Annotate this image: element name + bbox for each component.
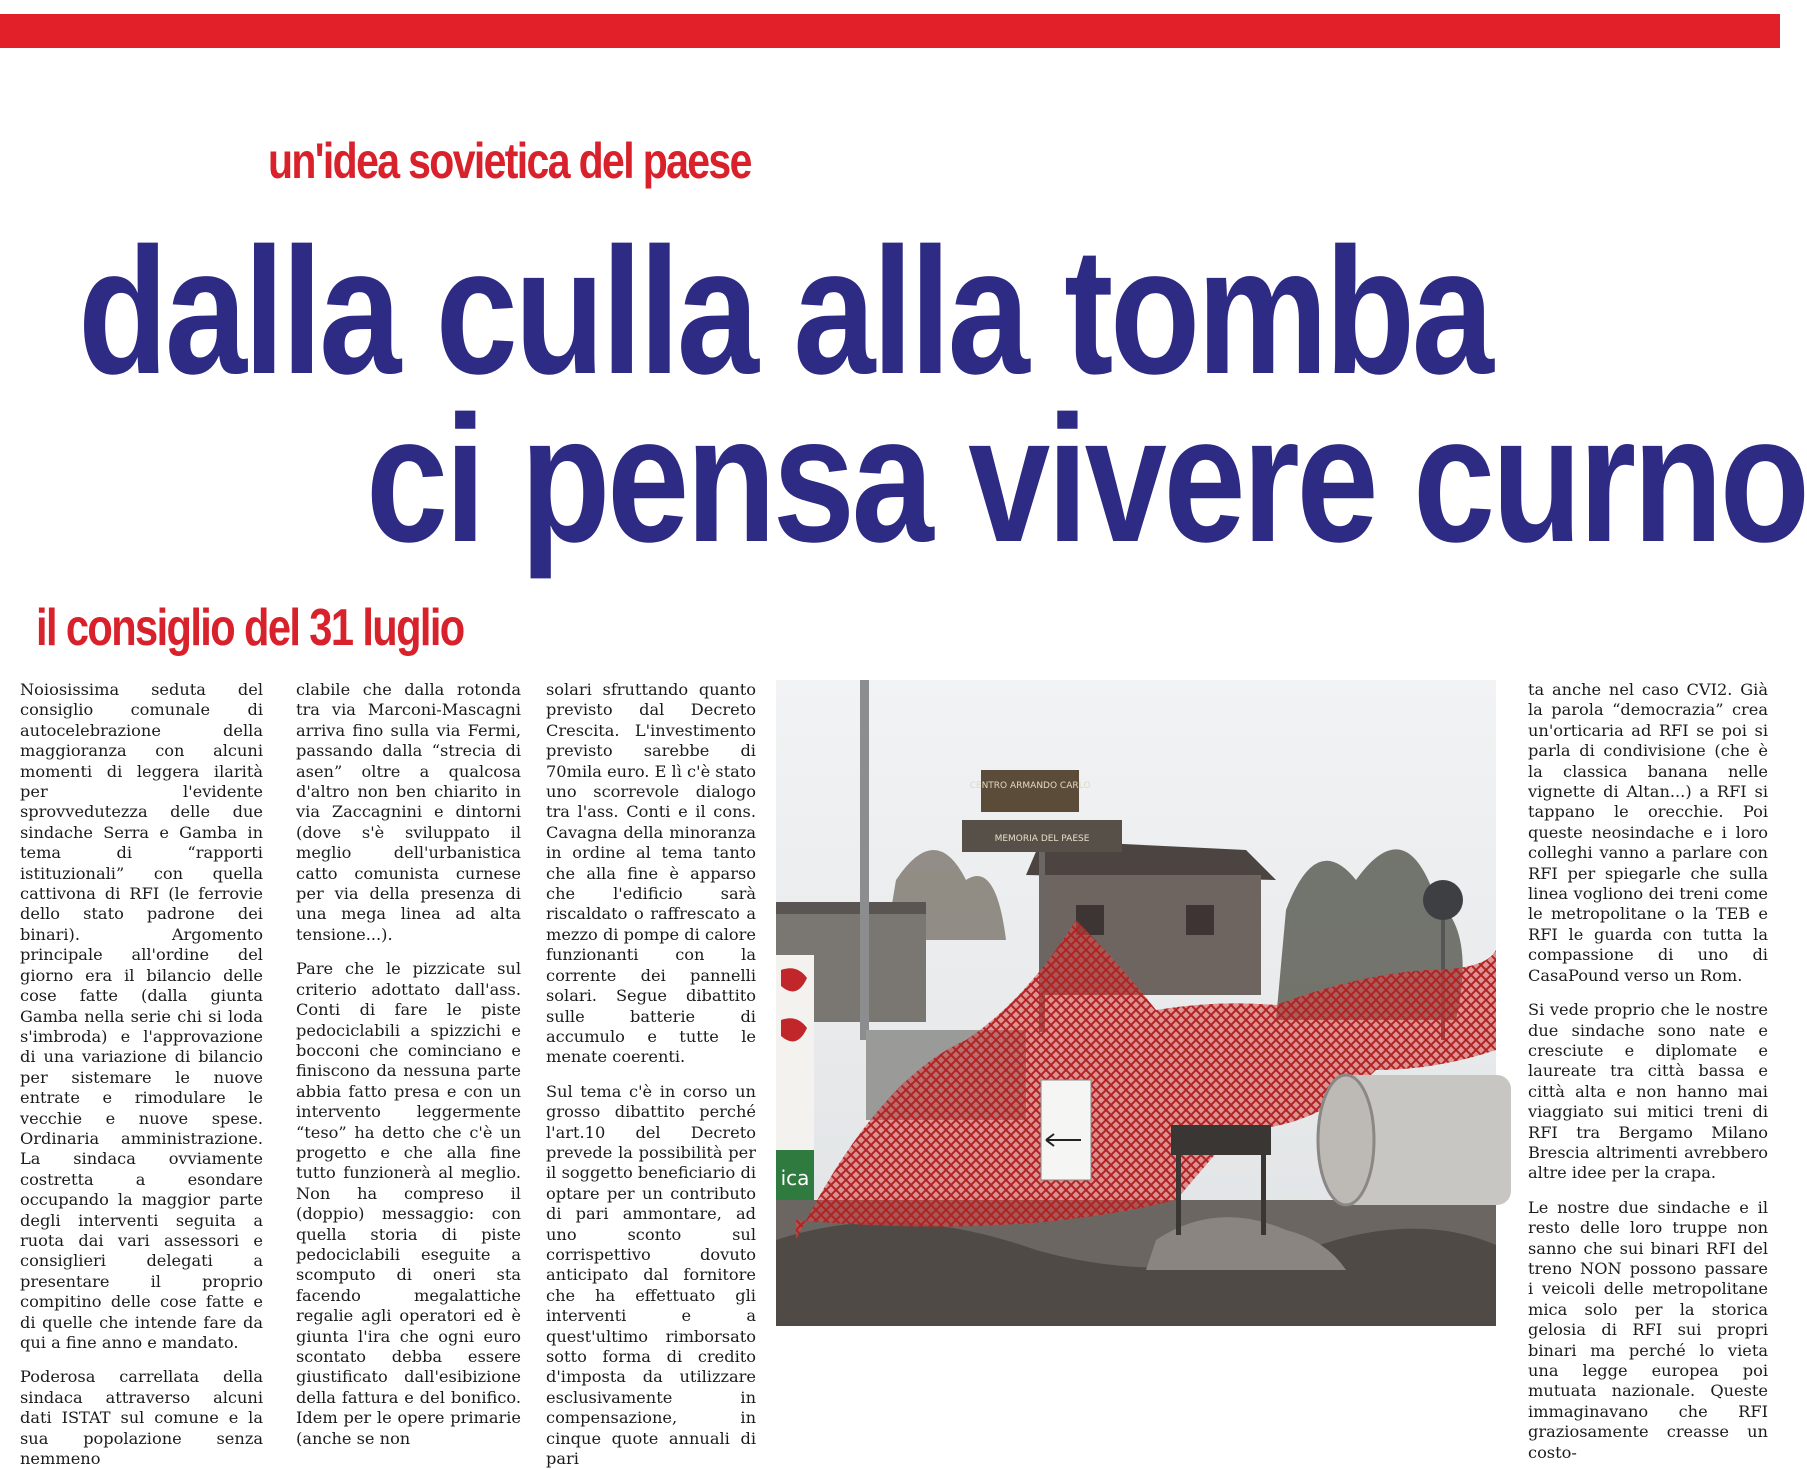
- paragraph: Noiosissima seduta del consiglio comunale di autocelebrazione della maggioranza con alcuni momenti di leggera ilarità per l'evidente sprovvedutezza delle due sindache Serra e Gamba in tema di “rapporti istituzionali” con quella cattivona di RFI (le ferrovie dello stato padrone dei binari). Argomento principale all'ordine del giorno era il bilancio delle cose fatte (dalla giunta Gamba nella serie chi si loda s'imbroda) e l'approvazione di una variazione di bilancio per sistemare le nuove entrate e rimodulare le vecchie e nuove spese. Ordinaria amministrazione. La sindaca ovviamente costretta a esondare occupando la maggior parte degli interventi seguita a ruota dai vari assessori e consiglieri delegati a presentare il proprio compitino delle cose fatte e di quelle che intende fare da qui a fine anno e mandato.: [20, 680, 263, 1352]
- paragraph: Poderosa carrellata della sindaca attraverso alcuni dati ISTAT sul comune e la sua popolazione senza nemmeno: [20, 1367, 263, 1469]
- article-column-1: [20, 680, 263, 1469]
- kicker: un'idea sovietica del paese: [268, 133, 751, 189]
- article-column-2: [296, 680, 521, 1448]
- headline-line-2: ci pensa vivere curno: [366, 379, 1807, 580]
- photo-illustration: [776, 680, 1496, 1326]
- paragraph: Pare che le pizzicate sul criterio adottato dall'ass. Conti di fare le piste pedociclabili a spizzichi e bocconi che cominciano e finiscono da nessuna parte abbia fatto presa e con un intervento leggermente “teso” ha detto che c'è un progetto e che alla fine tutto funzionerà al meglio. Non ha compreso il (doppio) messaggio: con quella storia di piste pedociclabili eseguite a scomputo di oneri sta facendo megalattiche regalie agli operatori ed è giunta l'ira che ogni euro scontato debba essere giustificato dall'esibizione della fattura e del bonifico. Idem per le opere primarie (anche se non: [296, 959, 521, 1448]
- subheadline: il consiglio del 31 luglio: [36, 599, 464, 657]
- headline-line-1: dalla culla alla tomba: [78, 211, 1491, 412]
- article-column-3: [546, 680, 757, 1469]
- paragraph: clabile che dalla rotonda tra via Marconi-Mascagni arriva fino sulla via Fermi, passando dalla “strecia di asen” oltre a qualcosa d'altro non ben chiarito in via Zaccagnini e dintorni (dove s'è sviluppato il meglio dell'urbanistica catto comunista curnese per via della presenza di una mega linea ad alta tensione...).: [296, 680, 521, 944]
- paragraph: solari sfruttando quanto previsto dal Decreto Crescita. L'investimento previsto sarebbe di 70mila euro. E lì c'è stato uno scorrevole dialogo tra l'ass. Conti e il cons. Cavagna della minoranza in ordine al tema tanto che alla fine è apparso che l'edificio sarà riscaldato o raffrescato a mezzo di pompe di calore funzionanti con la corrente dei pannelli solari. Segue dibattito sulle batterie di accumulo e tutte le menate coerenti.: [546, 680, 757, 1067]
- top-red-bar: [0, 14, 1780, 48]
- paragraph: Si vede proprio che le nostre due sindache sono nate e cresciute e diplomate e laureate tra città bassa e città alta e non hanno mai viaggiato sui mitici treni di RFI tra Bergamo Milano Brescia altrimenti avrebbero altre idee per la crapa.: [1528, 1000, 1768, 1183]
- street-construction-photo: [776, 680, 1496, 1326]
- paragraph: Sul tema c'è in corso un grosso dibattito perché l'art.10 del Decreto prevede la possibilità per il soggetto beneficiario di optare per un contributo di pari ammontare, ad uno sconto sul corrispettivo dovuto anticipato dal fornitore che ha effettuato gli interventi e a quest'ultimo rimborsato sotto forma di credito d'imposta da utilizzare esclusivamente in compensazione, in cinque quote annuali di pari: [546, 1081, 756, 1469]
- sign-1-text: CENTRO ARMANDO CARLO: [969, 781, 1091, 791]
- article-column-4: [1528, 680, 1768, 1462]
- sign-2-text: MEMORIA DEL PAESE: [994, 834, 1090, 844]
- paragraph: ta anche nel caso CVI2. Già la parola “democrazia” crea un'orticaria ad RFI se poi si parla di condivisione (che è la classica banana nelle vignette di Altan...) a RFI si tappano le orecchie. Poi queste neosindache e i loro colleghi vanno a parlare con RFI per spiegarle che sulla linea vogliono dei treni come le metropolitane o la TEB e RFI le guarda con tutta la compassione di uno di CasaPound verso un Rom.: [1528, 680, 1768, 985]
- shop-sign-text: ica: [780, 1166, 810, 1190]
- paragraph: Le nostre due sindache e il resto delle loro truppe non sanno che sui binari RFI del treno NON possono passare i veicoli delle metropolitane mica solo per la storica gelosia di RFI sui propri binari ma perché lo vieta una legge europea poi mutuata nazionale. Queste immaginavano che RFI graziosamente creasse un costo-: [1528, 1197, 1768, 1462]
